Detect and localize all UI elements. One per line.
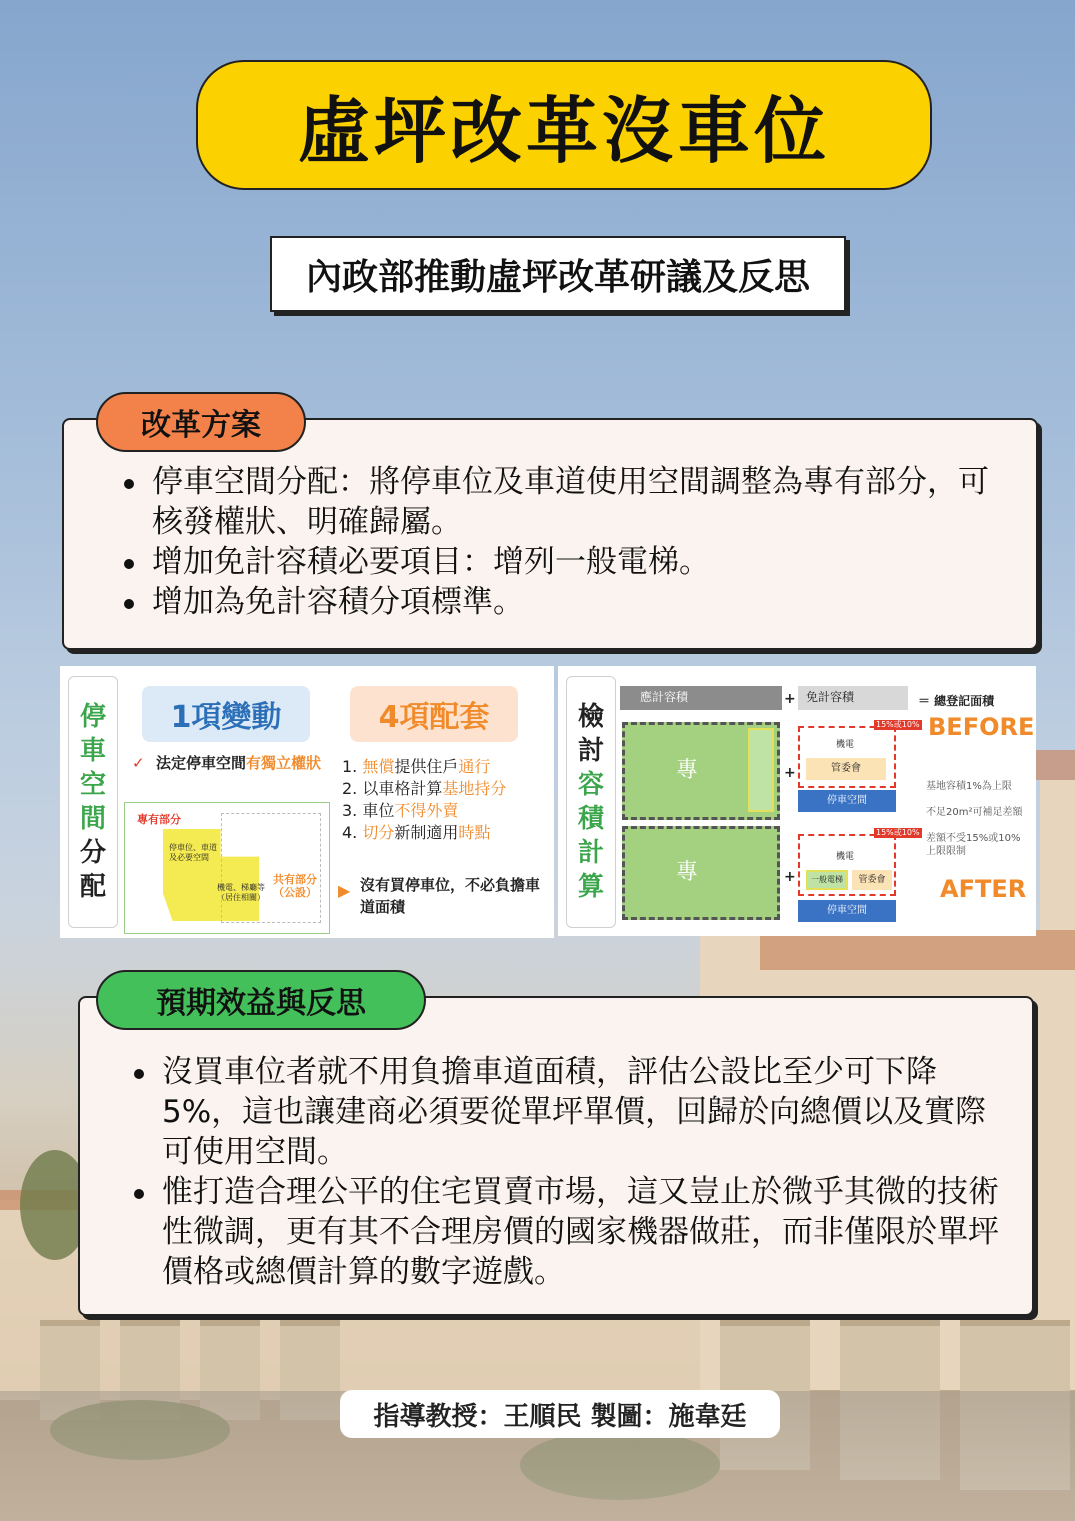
mech-label: 機電 — [836, 740, 855, 750]
floor-area-review-label: 檢 討 容 積 計 算 — [566, 676, 616, 928]
parking-block: 停車空間 — [798, 900, 896, 922]
private-block-label: 專 — [676, 860, 699, 885]
committee-block: 管委會 — [852, 870, 892, 890]
header-total-area: ＝ 總登記面積 — [918, 694, 995, 708]
title-banner — [196, 60, 932, 190]
committee-block: 管委會 — [806, 758, 886, 780]
list-item: 停車空間分配：將停車位及車道使用空間調整為專有部分，可核發權狀、明確歸屬。 — [124, 462, 1004, 542]
credits-footer: 指導教授：王順民 製圖：施韋廷 — [340, 1390, 780, 1438]
page-subtitle: 內政部推動虛坪改革研議及反思 — [305, 256, 810, 298]
benefits-reflection-tag: 預期效益與反思 — [96, 970, 426, 1030]
list-item: 2. 以車格計算基地持分 — [342, 779, 507, 798]
pct-badge: 15%或10% — [876, 828, 920, 837]
header-counted-area: 應計容積 — [620, 686, 782, 710]
floor-plan-illustration — [124, 802, 330, 934]
before-label: BEFORE — [928, 713, 1035, 741]
after-label: AFTER — [940, 875, 1027, 903]
plan-note-parking: 停車位、車道及必要空間 — [169, 843, 217, 862]
page-title: 虛坪改革沒車位 — [297, 89, 830, 173]
pct-badge: 15%或10% — [876, 720, 920, 729]
private-part-label: 專有部分 — [137, 813, 181, 826]
plan-note-mech: 機電、梯廳等（居住相關） — [217, 883, 265, 902]
note-2: 不足20m²可補足差額 — [926, 807, 1023, 818]
list-item: 3. 車位不得外賣 — [342, 801, 459, 820]
common-part-label: 共有部分（公設） — [273, 873, 317, 899]
parking-allocation-diagram — [60, 666, 554, 938]
plus-icon: + — [784, 691, 796, 707]
plus-icon: + — [784, 869, 796, 885]
play-arrow-icon: ▶ — [338, 881, 351, 900]
note-1: 基地容積1%為上限 — [926, 781, 1012, 792]
list-item: 惟打造合理公平的住宅買賣市場，這又豈止於微乎其微的技術性微調，更有其不合理房價的國家機器做莊，而非僅限於單坪價格或總價計算的數字遊戲。 — [134, 1172, 1014, 1292]
parking-allocation-label: 停 車 空 間 分 配 — [68, 676, 118, 928]
floor-area-calculation-diagram — [558, 666, 1036, 936]
plus-icon: + — [784, 765, 796, 781]
arrow-note: 沒有買停車位，不必負擔車道面積 — [360, 876, 541, 916]
list-item: 4. 切分新制適用時點 — [342, 823, 491, 842]
four-measures-title: 4項配套 — [350, 686, 518, 742]
measures-list — [342, 756, 552, 844]
elevator-block: 一般電梯 — [806, 870, 848, 890]
reform-plan-tag: 改革方案 — [96, 392, 306, 452]
list-item: 增加免計容積必要項目：增列一般電梯。 — [124, 542, 1004, 582]
header-exempt-area: 免計容積 — [798, 686, 908, 710]
floor-plan-outline — [221, 813, 321, 923]
private-block-label: 專 — [676, 758, 699, 783]
private-block-bottom — [622, 826, 780, 920]
check-icon: ✓ — [132, 754, 145, 772]
note-3: 差額不受15%或10%上限限制 — [926, 833, 1021, 857]
mech-label: 機電 — [836, 852, 855, 862]
one-change-title: 1項變動 — [142, 686, 310, 742]
elevator-block-top — [748, 728, 774, 812]
list-item: 沒買車位者就不用負擔車道面積，評估公設比至少可下降5%，這也讓建商必須要從單坪單價，回歸於向總價以及實際可使用空間。 — [134, 1052, 1014, 1172]
subtitle-box — [270, 236, 846, 312]
reform-plan-list — [124, 462, 1004, 622]
check-item: 法定停車空間有獨立權狀 — [156, 754, 322, 772]
benefits-reflection-list — [134, 1052, 1014, 1292]
list-item: 1. 無償提供住戶通行 — [342, 757, 491, 776]
parking-block: 停車空間 — [798, 790, 896, 812]
list-item: 增加為免計容積分項標準。 — [124, 582, 1004, 622]
